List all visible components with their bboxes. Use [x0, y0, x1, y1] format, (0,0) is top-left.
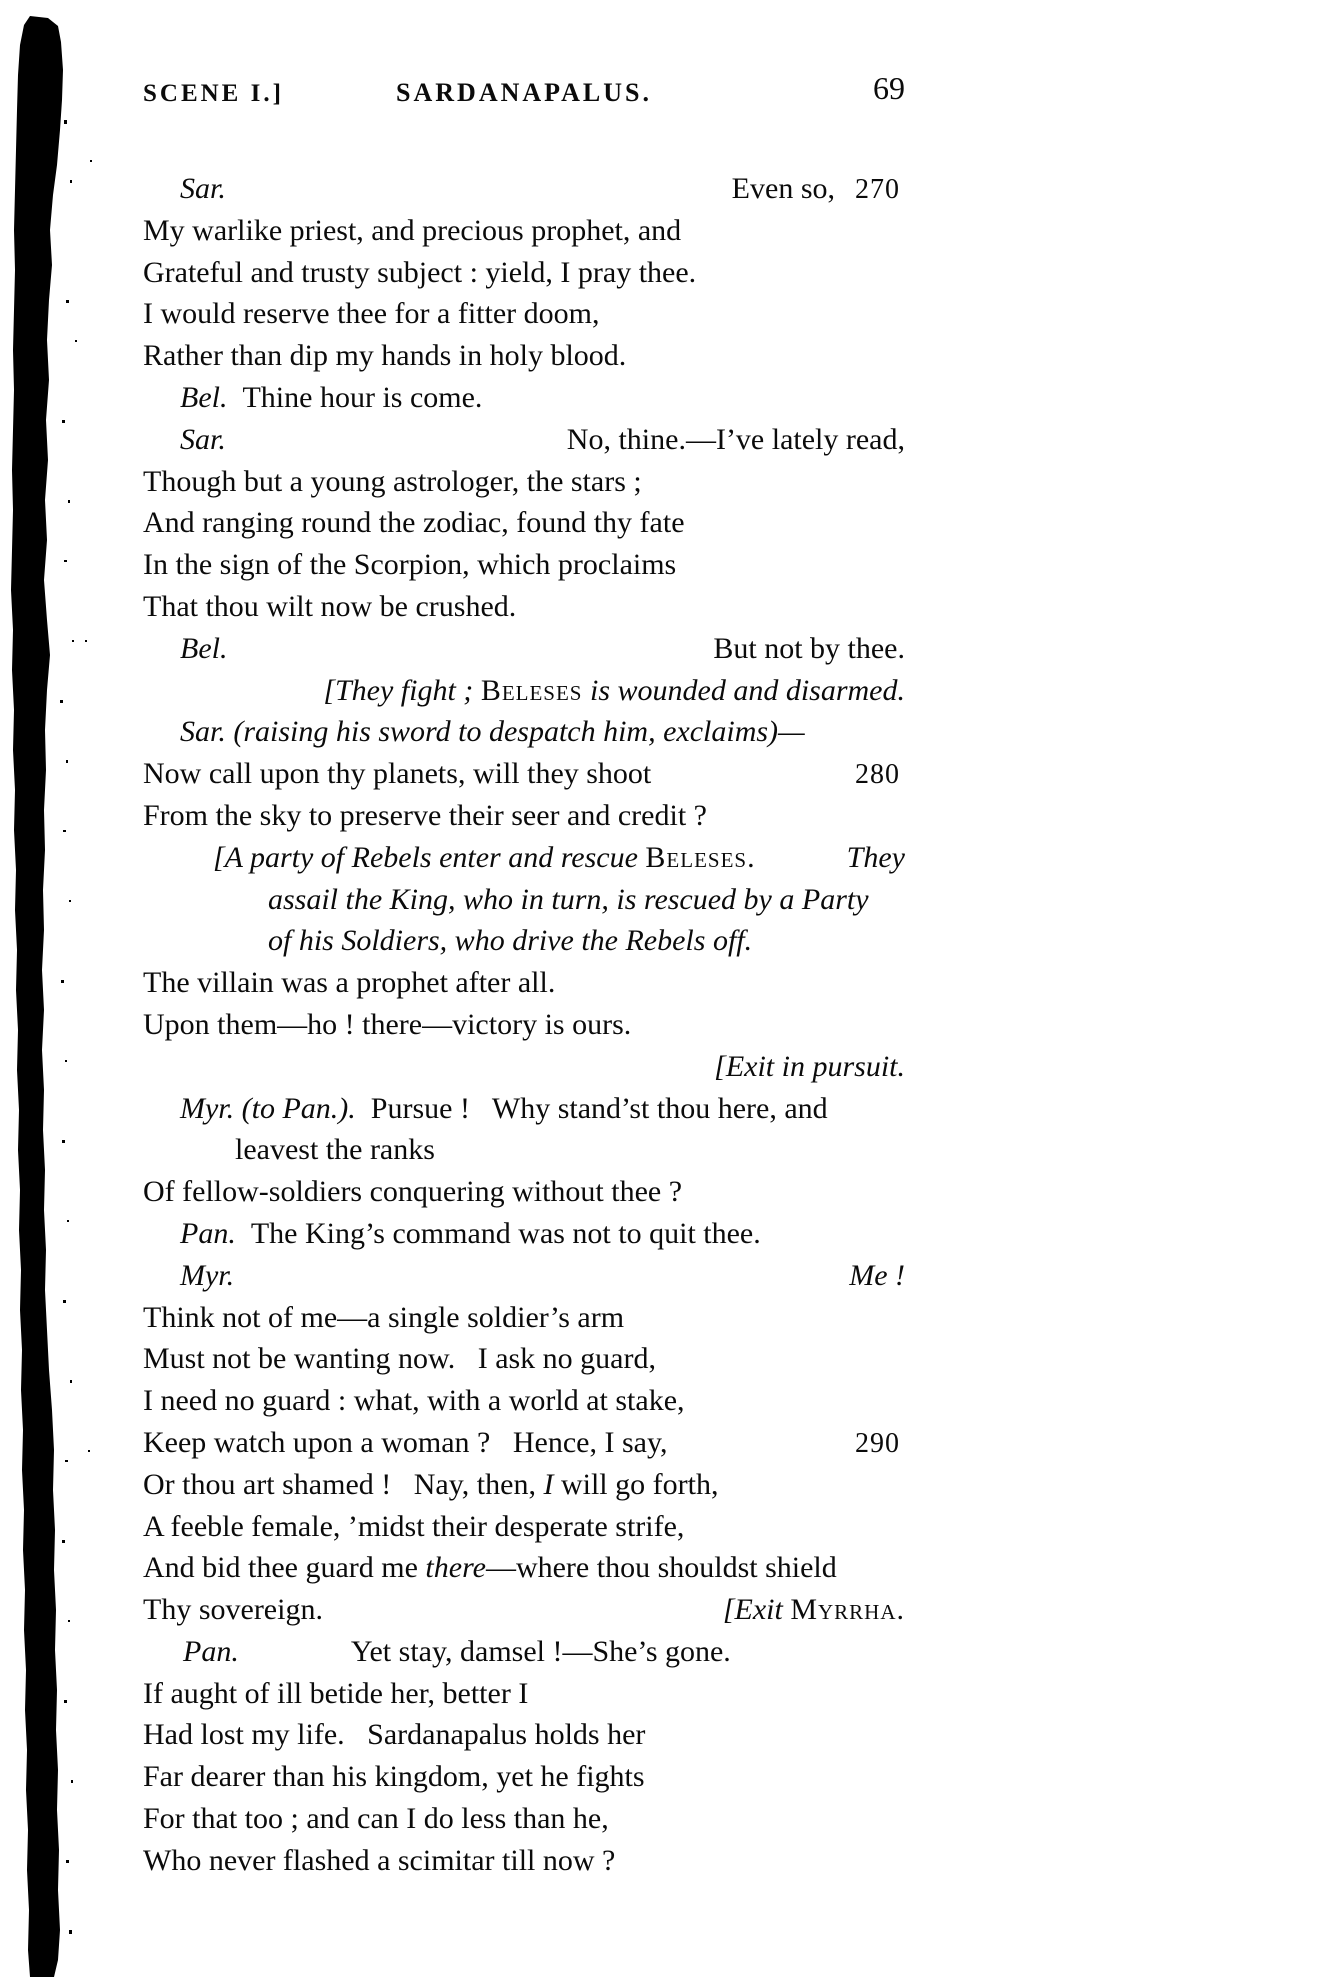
line-left-segment: [180, 632, 227, 665]
line-left-segment: [180, 1217, 761, 1250]
line-right-segment: [713, 628, 905, 670]
text-line: [143, 419, 905, 461]
line-left-segment: [268, 883, 869, 916]
text-line: [143, 753, 905, 795]
line-part: Pursue ! Why stand’st thou here, and: [355, 1091, 828, 1125]
text-line: [143, 1589, 905, 1631]
line-left-segment: [143, 1008, 631, 1041]
verse-line-number: 270: [855, 174, 900, 205]
line-part: If aught of ill betide her, better I: [143, 1676, 529, 1710]
line-left-segment: [143, 214, 681, 247]
line-left-segment: [143, 1510, 684, 1543]
scan-gutter-shadow: [0, 0, 110, 1977]
text-line: [143, 1673, 905, 1715]
line-part: Rather than dip my hands in holy blood.: [143, 339, 627, 373]
text-line: [143, 1631, 905, 1673]
scene-label: SCENE I.]: [143, 80, 284, 107]
line-part: In the sign of the Scorpion, which proclaims: [143, 548, 677, 582]
text-line: [143, 795, 905, 837]
line-left-segment: [143, 297, 600, 330]
line-left-segment: [143, 1718, 645, 1751]
text-line: [143, 168, 905, 210]
line-part: Thy sovereign.: [143, 1593, 323, 1627]
verse-line-number: 290: [855, 1427, 900, 1459]
line-part: [They fight ;: [323, 673, 481, 707]
line-left-segment: [143, 1760, 645, 1793]
line-part: [Exit: [722, 1593, 791, 1627]
line-left-segment: [143, 1468, 718, 1501]
text-line: [143, 879, 905, 921]
line-left-segment: [143, 1844, 615, 1877]
text-line: [143, 837, 905, 879]
line-part: The villain was a prophet after all.: [143, 966, 556, 1000]
line-part: Of fellow-soldiers conquering without thee ?: [143, 1175, 683, 1209]
line-part: Thine hour is come.: [227, 380, 483, 414]
line-left-segment: [180, 172, 226, 205]
text-line: [143, 1297, 905, 1339]
line-left-segment: [183, 1635, 731, 1668]
line-part: there: [425, 1551, 486, 1585]
line-part: The King’s command was not to quit thee.: [235, 1216, 761, 1250]
text-line: [143, 1798, 905, 1840]
line-part: My warlike priest, and precious prophet, and: [143, 213, 682, 247]
text-line: [143, 1506, 905, 1548]
line-part: Bel.: [180, 631, 228, 665]
text-line: [143, 293, 905, 335]
line-left-segment: [268, 924, 752, 957]
text-line: [143, 1213, 905, 1255]
text-line: [143, 586, 905, 628]
line-left-segment: [143, 966, 555, 999]
line-part: Myrrha.: [790, 1593, 905, 1627]
text-line: [143, 1255, 905, 1297]
line-right-segment: [567, 419, 905, 461]
line-part: A feeble female, ’midst their desperate strife,: [143, 1509, 685, 1543]
running-title: SARDANAPALUS.: [396, 78, 652, 107]
text-line: [143, 1046, 905, 1088]
line-right-segment: [714, 1046, 905, 1088]
line-part: I: [543, 1467, 554, 1501]
line-left-segment: [180, 423, 226, 456]
line-part: Far dearer than his kingdom, yet he fights: [143, 1760, 645, 1794]
line-left-segment: [180, 1259, 234, 1292]
line-right-segment: [723, 1589, 905, 1631]
text-line: [143, 1464, 905, 1506]
line-left-segment: [143, 1342, 656, 1375]
text-line: [143, 711, 905, 753]
line-part: Though but a young astrologer, the stars ;: [143, 464, 642, 498]
line-part: And ranging round the zodiac, found thy fate: [143, 506, 685, 540]
line-right-segment: [847, 837, 905, 879]
line-part: Myr. (to Pan.).: [180, 1091, 356, 1125]
line-part: And bid thee guard me: [143, 1551, 426, 1585]
line-part: [A party of Rebels enter and rescue: [213, 840, 646, 874]
line-left-segment: [180, 715, 805, 748]
line-part: Pan.: [183, 1634, 239, 1668]
text-line: [143, 962, 905, 1004]
text-line: [143, 1338, 905, 1380]
line-left-segment: [143, 1551, 837, 1584]
line-right-segment: [849, 1255, 905, 1297]
line-part: Grateful and trusty subject : yield, I pray thee.: [143, 255, 697, 289]
line-part: Yet stay, damsel !—She’s gone.: [350, 1634, 731, 1668]
line-part: That thou wilt now be crushed.: [143, 589, 517, 623]
line-left-segment: [143, 1426, 668, 1459]
text-line: [143, 1380, 905, 1422]
line-part: Think not of me—a single soldier’s arm: [143, 1300, 625, 1334]
line-right-segment: [323, 670, 905, 712]
line-part: Bel.: [180, 380, 228, 414]
line-part: Pan.: [180, 1216, 236, 1250]
text-line: [143, 377, 905, 419]
text-line: [143, 461, 905, 503]
text-line: [143, 1004, 905, 1046]
line-left-segment: [143, 548, 676, 581]
line-left-segment: [143, 465, 642, 498]
text-line: [143, 1129, 905, 1171]
line-left-segment: [213, 841, 756, 874]
line-left-segment: [143, 1593, 323, 1626]
text-line: [143, 335, 905, 377]
text-line: [143, 1422, 905, 1464]
line-part: No, thine.—I’ve lately read,: [566, 422, 905, 456]
line-part: I would reserve thee for a fitter doom,: [143, 297, 600, 331]
line-part: Had lost my life. Sardanapalus holds her: [143, 1718, 646, 1752]
text-line: [143, 628, 905, 670]
line-part: Now call upon thy planets, will they shoot: [143, 757, 652, 791]
line-part: [Exit in pursuit.: [714, 1049, 905, 1083]
line-part: Who never flashed a scimitar till now ?: [143, 1843, 616, 1877]
text-block: [143, 168, 905, 1882]
line-part: Me !: [849, 1258, 905, 1292]
line-part: will go forth,: [553, 1467, 719, 1501]
line-left-segment: [235, 1133, 435, 1166]
line-left-segment: [180, 1092, 828, 1125]
line-left-segment: [143, 799, 707, 832]
line-part: Or thou art shamed ! Nay, then,: [143, 1467, 544, 1501]
page-number: 69: [873, 70, 905, 106]
line-part: Upon them—ho ! there—victory is ours.: [143, 1007, 632, 1041]
line-left-segment: [143, 1384, 685, 1417]
line-left-segment: [143, 590, 516, 623]
line-right-segment: [732, 168, 835, 210]
line-part: —where thou shouldst shield: [485, 1551, 837, 1585]
verse-line-number: 280: [855, 759, 900, 791]
text-line: [143, 252, 905, 294]
text-line: [143, 502, 905, 544]
line-part: Keep watch upon a woman ? Hence, I say,: [143, 1425, 668, 1459]
text-line: [143, 920, 905, 962]
line-part: Myr.: [180, 1258, 235, 1292]
text-line: [143, 1547, 905, 1589]
line-part: Beleses.: [645, 840, 756, 874]
line-left-segment: [143, 256, 696, 289]
line-left-segment: [143, 1301, 624, 1334]
text-line: [143, 210, 905, 252]
line-part: For that too ; and can I do less than he,: [143, 1802, 609, 1836]
line-part: assail the King, who in turn, is rescued by a Party: [268, 882, 869, 916]
line-part: From the sky to preserve their seer and credit ?: [143, 798, 707, 832]
text-line: [143, 1714, 905, 1756]
line-left-segment: [143, 1802, 609, 1835]
text-line: [143, 1088, 905, 1130]
line-part: I need no guard : what, with a world at stake,: [143, 1384, 685, 1418]
line-part: Must not be wanting now. I ask no guard,: [143, 1342, 656, 1376]
line-part: They: [846, 840, 905, 874]
text-line: [143, 1171, 905, 1213]
text-line: [143, 1840, 905, 1882]
line-left-segment: [143, 339, 626, 372]
line-part: Sar.: [180, 172, 226, 205]
line-part: Even so,: [731, 172, 835, 205]
text-line: [143, 670, 905, 712]
line-left-segment: [143, 1175, 682, 1208]
line-left-segment: [143, 506, 685, 539]
line-part: leavest the ranks: [235, 1133, 435, 1167]
line-part: Sar. (raising his sword to despatch him, exclaims)—: [180, 715, 805, 749]
text-line: [143, 544, 905, 586]
line-part: is wounded and disarmed.: [582, 673, 905, 707]
line-part: But not by thee.: [713, 631, 905, 665]
line-part: Beleses: [480, 673, 583, 707]
line-left-segment: [143, 757, 651, 790]
line-left-segment: [143, 1677, 528, 1710]
text-line: [143, 1756, 905, 1798]
line-part: Sar.: [180, 422, 226, 456]
line-left-segment: [180, 381, 482, 414]
line-part: of his Soldiers, who drive the Rebels off.: [268, 924, 753, 958]
